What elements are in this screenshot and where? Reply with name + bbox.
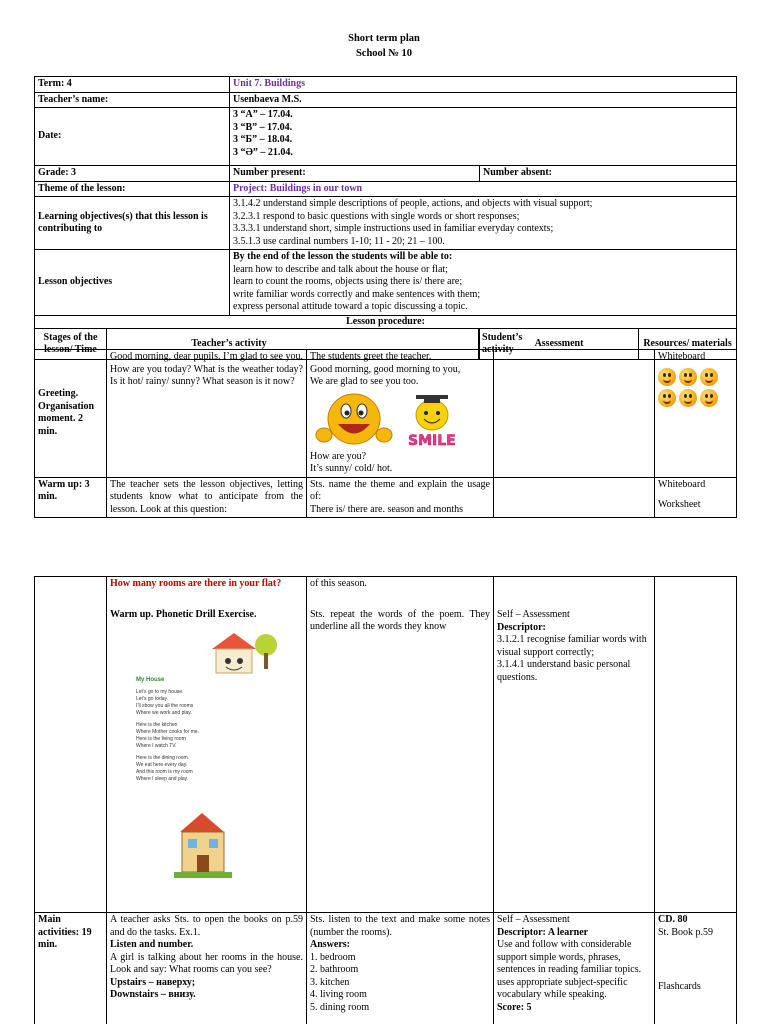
dates-cell [230,108,737,166]
poem-line: Where I watch TV. [136,743,177,749]
main-score: Score: 5 [497,1001,532,1013]
col-resources: Resources/ materials [639,329,737,360]
main-descriptor-text: Use and follow with considerable support simple words, phrases, sentences in reading familiar topics. [497,939,642,975]
objective-line: 3.5.1.3 use cardinal numbers 1-10; 11 - 20; 21 – 100. [233,235,445,247]
teacher-name: Usenbaeva M.S. [230,92,737,108]
emoji-face-icon [700,368,718,386]
warmup-resource: Whiteboard [658,478,706,490]
resource-book: St. Book p.59 [658,926,714,938]
school-name: School № 10 [355,48,413,59]
poem-line: Where I sleep and play. [136,776,189,782]
lesson-objectives-cell [230,250,737,316]
main-stage: Main activities: 19 min. [35,913,107,1024]
main-teacher-intro: A teacher asks Sts. to open the books on p.59 and do the tasks. Ex.1. [110,914,303,938]
emoji-face-icon [700,389,718,407]
greeting-line: We are glad to see you too. [310,376,419,387]
smile-image [310,391,470,449]
date-label: Date: [35,108,230,166]
emoji-face-icon [658,389,676,407]
greeting-resource: Whiteboard [658,351,706,362]
resource-cd: CD. 80 [658,914,688,925]
col-stages: Stages of the lesson/ Time [35,329,107,360]
objective-line: write familiar words correctly and make sentences with them; [233,288,481,300]
poem-line: We eat here every day. [136,762,188,768]
descriptor-item: 3.1.2.1 recognise familiar words with visual support correctly; [497,634,647,658]
lesson-procedure-heading: Lesson procedure: [35,315,737,329]
poem-line: Here is the living room [136,736,186,742]
greeting-assessment [494,350,655,478]
descriptor-label: Descriptor: [497,621,546,633]
col-teacher: Teacher’s activity [107,329,479,360]
poem-line: Let’s go to my house. [136,689,184,695]
activities-table-continued [34,576,737,1024]
emoji-face-icon [679,389,697,407]
warmup-stage: Warm up: 3 min. [35,477,107,518]
main-teacher-task: A girl is talking about her rooms in the house. Look and say: What rooms can you see? [110,951,303,975]
drill-student: Sts. repeat the words of the poem. They underline all the words they know [310,608,490,632]
poem-image [130,627,290,892]
emoji-face-icon [679,368,697,386]
warmup-resources [655,477,737,518]
objective-line: learn to count the rooms, objects using there is/ there are; [233,276,463,287]
activities-table [34,349,737,518]
main-student-intro: Sts. listen to the text and make some notes (number the rooms). [310,914,490,938]
term-cell: Term: 4 [35,77,230,93]
grade-cell: Grade: 3 [35,166,230,182]
greeting-after-line: How are you? [310,450,367,462]
answer-item: 4. living room [310,989,367,1000]
greeting-line: Good morning, good morning to you, [310,363,461,375]
answer-item: 1. bedroom [310,951,356,963]
main-student [307,913,494,1024]
warmup-teacher: The teacher sets the lesson objectives, letting students know what to anticipate from the lesson. Look at this question: [107,477,307,518]
resource-flashcards: Flashcards [658,981,701,992]
poem-line: Here is the dining room. [136,755,190,761]
greeting-teacher: Good morning, dear pupils. I’m glad to see you. How are you today? What is the weather today? Is it hot/ rainy/ sunny? What season is it now? [107,350,307,478]
warmup-stage-cont [35,577,107,913]
teacher-label: Teacher’s name: [35,92,230,108]
greeting-resources [655,350,737,478]
absent-cell: Number absent: [480,166,737,182]
greeting-stage: Greeting. Organisation moment. 2 min. [35,350,107,478]
theme-cell: Project: Buildings in our town [230,181,737,197]
learning-objectives-cell [230,197,737,250]
answers-label: Answers: [310,939,350,950]
warmup-assessment [494,477,655,518]
poem-line: Where Mother cooks for me. [136,729,200,735]
poem-line: Let’s go today. [136,696,169,702]
learning-objectives-label: Learning objectives(s) that this lesson is contributing to [35,197,230,250]
objective-line: learn how to describe and talk about the house or flat; [233,263,448,275]
answer-item: 2. bathroom [310,964,359,975]
warmup-teacher-cont [107,577,307,913]
emoji-face-icon [658,368,676,386]
poem-line: Where we work and play. [136,710,192,716]
main-resources [655,913,737,1024]
main-descriptor: Descriptor: A learner [497,926,589,938]
emoji-faces [658,368,722,407]
poem-title: My House [136,677,165,683]
col-student: Student’s activity [479,329,480,360]
warmup-student [307,477,494,518]
lesson-plan-table [34,76,737,360]
poem-text [136,689,199,783]
listen-title: Listen and number. [110,939,194,950]
upstairs-term: Upstairs – наверху; [110,976,196,988]
warmup-resources-cont [655,577,737,913]
date-line: 3 “B” – 17.04. [233,121,293,133]
answer-item: 3. kitchen [310,976,350,988]
answer-item: 5. dining room [310,1001,370,1013]
unit-cell: Unit 7. Buildings [230,77,737,93]
main-assessment [494,913,655,1024]
assessment-type: Self – Assessment [497,609,570,620]
objective-line: 3.1.4.2 understand simple descriptions of people, actions, and objects with visual support; [233,198,593,209]
present-cell: Number present: [230,166,480,182]
document-title: Short term plan [348,33,420,44]
greeting-line: The students greet the teacher. [310,351,432,362]
poem-line: I’ll show you all the rooms [136,703,194,709]
question-student: of this season. [310,578,367,589]
warmup-student-cont [307,577,494,913]
col-assessment: Assessment [480,329,639,360]
descriptor-item: 3.1.4.1 understand basic personal questions. [497,659,631,683]
drill-title: Warm up. Phonetic Drill Exercise. [110,608,257,620]
date-line: 3 “A” – 17.04. [233,109,293,120]
date-line: 3 “Ә” – 21.04. [233,146,293,158]
warmup-assessment-cont [494,577,655,913]
theme-label: Theme of the lesson: [35,181,230,197]
main-teacher [107,913,307,1024]
poem-line: And this room is my room [136,769,193,775]
greeting-student [307,350,494,478]
question-text: How many rooms are there in your flat? [110,578,282,589]
lesson-objectives-label: Lesson objectives [35,250,230,316]
downstairs-term: Downstairs – внизу. [110,989,196,1000]
document-header [0,31,768,61]
objective-line: express personal attitude toward a topic discussing a topic. [233,301,468,312]
objectives-intro: By the end of the lesson the students will be able to: [233,251,453,262]
warmup-student-line: Sts. name the theme and explain the usage of: [310,478,490,502]
smile-text: SMILE [408,432,456,449]
objective-line: 3.3.3.1 understand short, simple instructions used in familiar everyday contexts; [233,223,554,234]
main-assessment-type: Self – Assessment [497,914,570,925]
poem-line: Here is the kitchen [136,722,178,728]
warmup-student-line: There is/ there are. season and months [310,503,464,515]
date-line: 3 “Б” – 18.04. [233,134,293,145]
warmup-resource: Worksheet [658,499,701,510]
objective-line: 3.2.3.1 respond to basic questions with single words or short responses; [233,210,520,222]
main-descriptor-text: uses appropriate subject-specific vocabulary while speaking. [497,976,628,1000]
greeting-after-line: It’s sunny/ cold/ hot. [310,463,393,474]
